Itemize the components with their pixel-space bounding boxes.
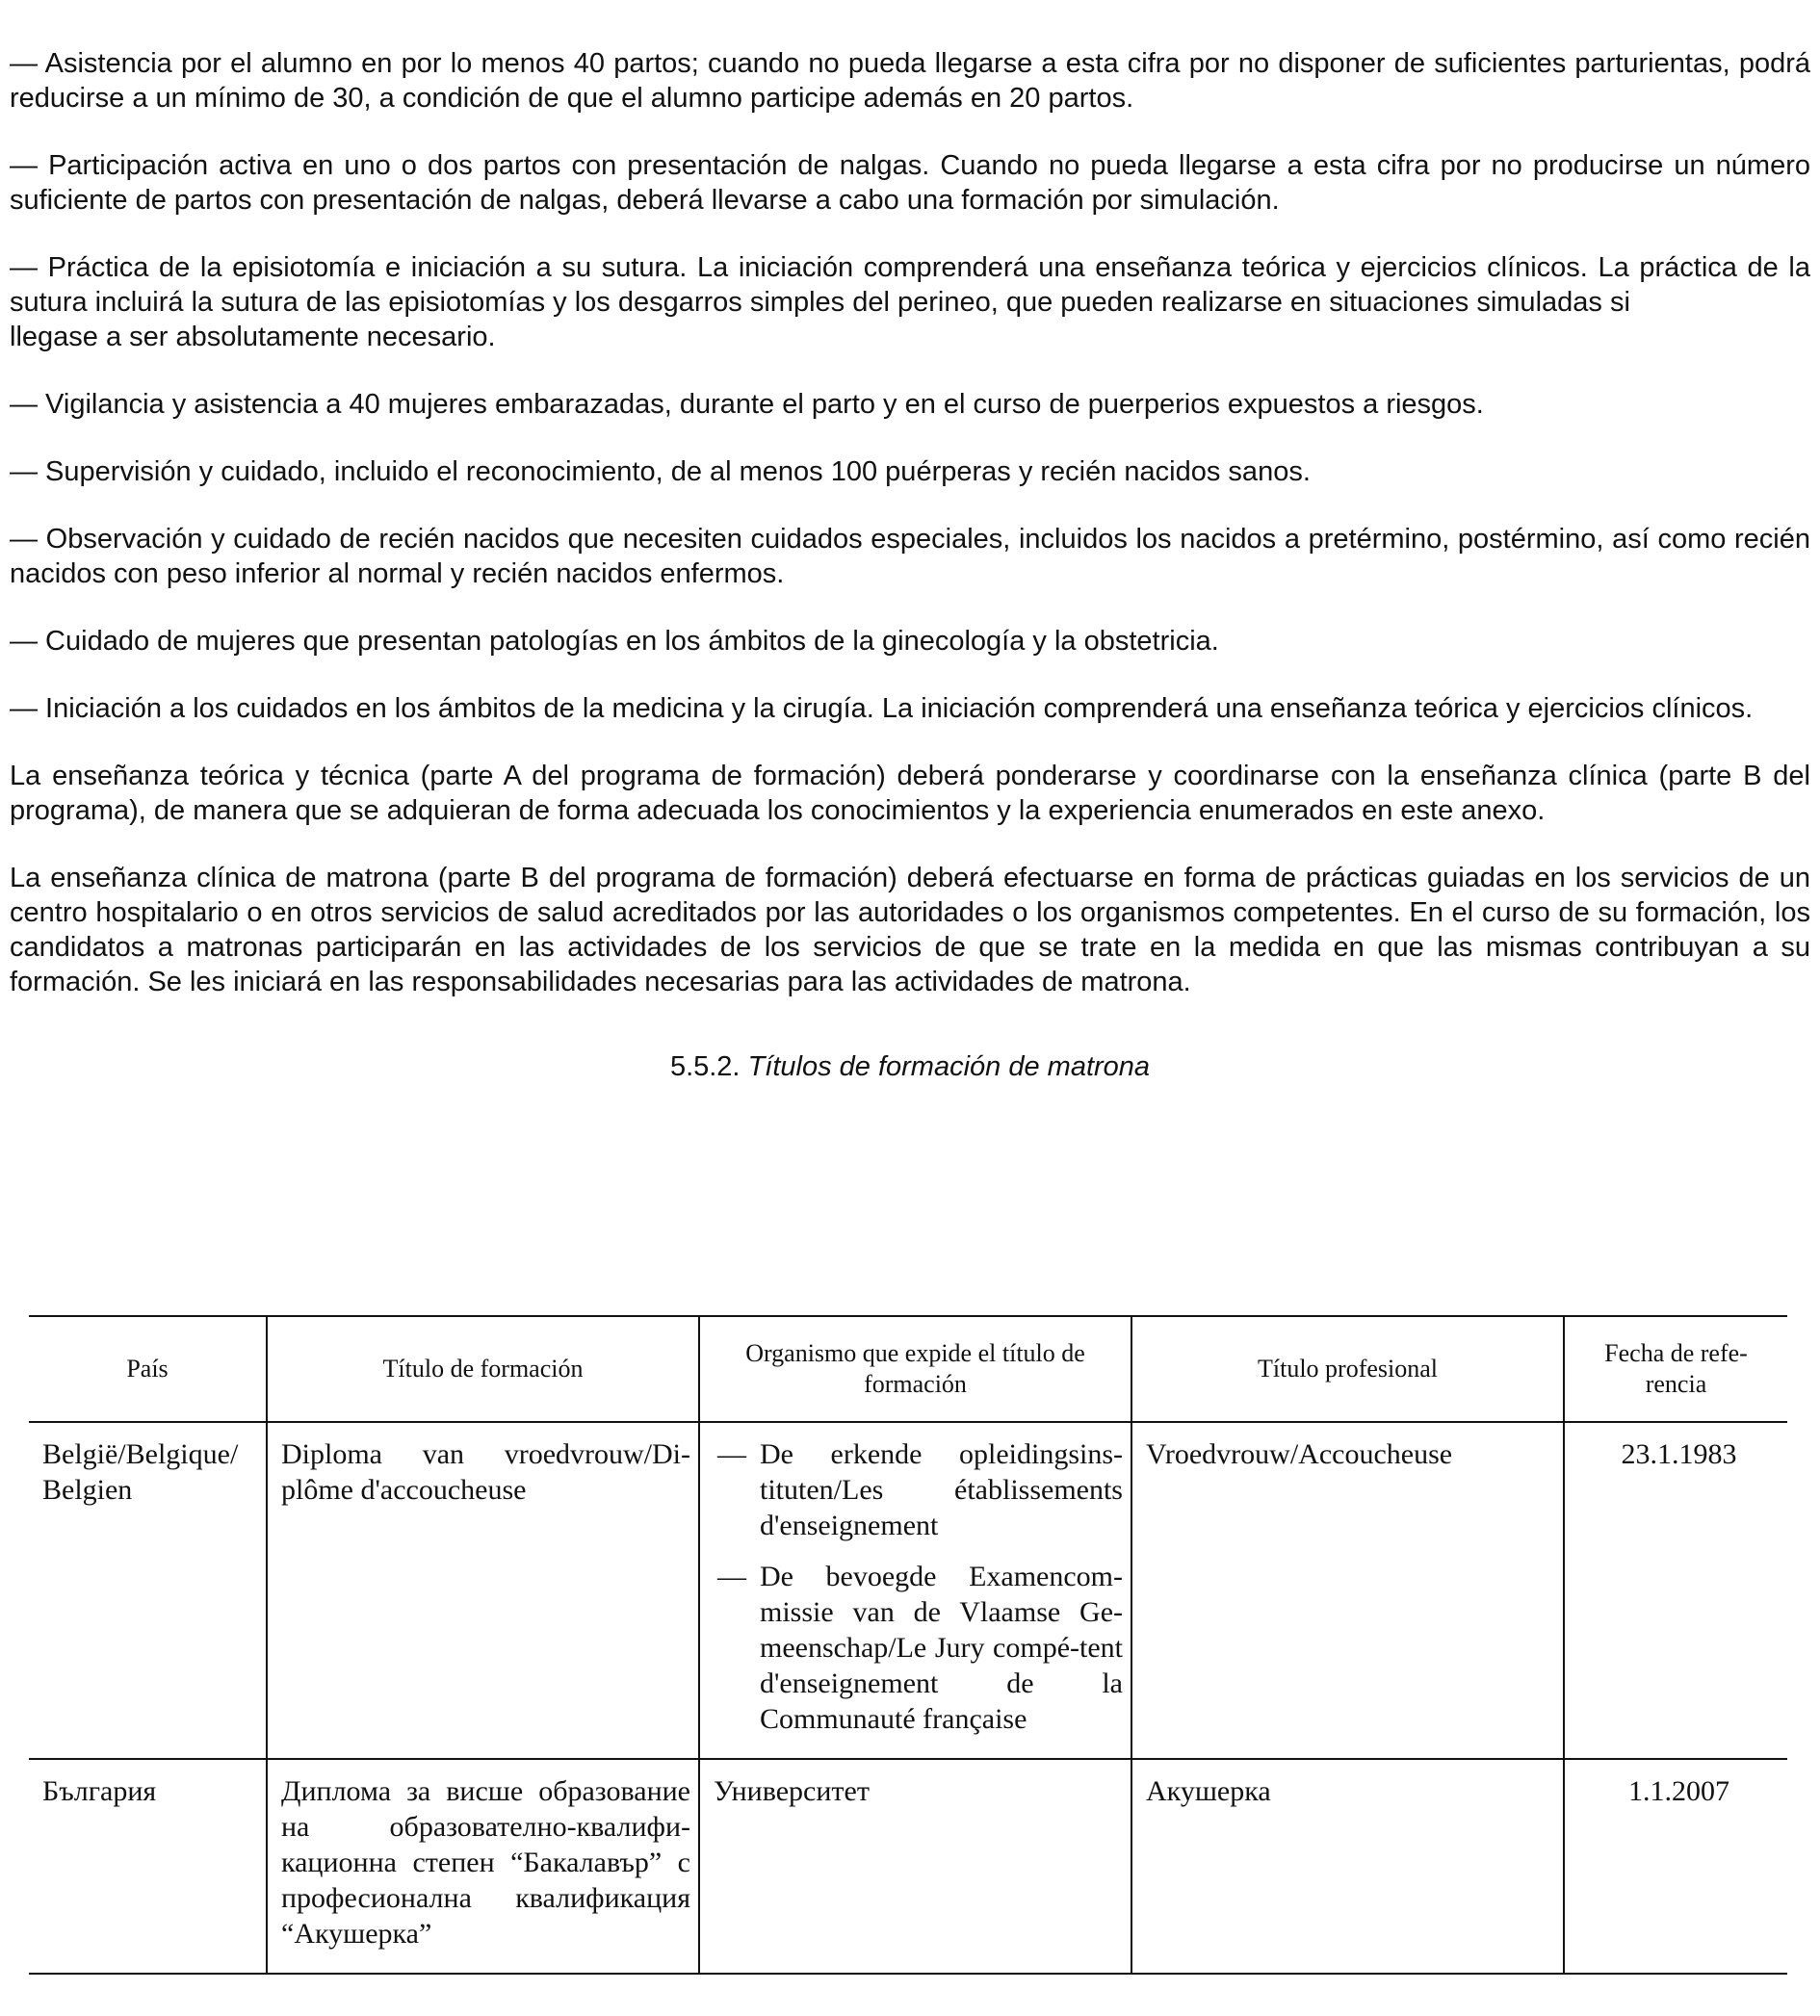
table-row [29,1759,1787,1974]
paragraph-medicine-surgery: — Iniciación a los cuidados en los ámbitos de la medicina y la cirugía. La iniciación comprenderá una enseñanza teórica y ejercicios clínicos. [10,693,1754,724]
section-number: 5.5.2. [669,1051,741,1082]
paragraph-theoretical-teaching: La enseñanza teórica y técnica (parte A del programa de formación) deberá ponderarse y coordinarse con la enseñanza clínica (parte B del programa), de manera que se adquieran de forma adecuada los conocimientos y la experiencia enumerados en este anexo. [10,761,1810,826]
header-reference-date: Fecha de refe-rencia [1564,1316,1787,1422]
list-item [714,1436,1123,1543]
section-heading [10,1049,1810,1084]
paragraph-deliveries: — Asistencia por el alumno en por lo menos 40 partos; cuando no pueda llegarse a esta cifra por no disponer de suficientes parturientas, podrá reducirse a un mínimo de 30, a condición de que el alumno participe además en 20 partos. [10,48,1810,114]
cell-country: België/Belgique/ Belgien [29,1422,267,1759]
cell-issuing-body [699,1422,1131,1759]
section-title: Títulos de formación de matrona [747,1051,1151,1082]
cell-professional-title: Акушерка [1131,1759,1564,1974]
paragraph-pregnant-women: — Vigilancia y asistencia a 40 mujeres embarazadas, durante el parto y en el curso de puerperios expuestos a riesgos. [10,389,1484,420]
header-country: País [29,1316,267,1422]
dash-marker: — [717,1561,746,1592]
paragraph-gynecology: — Cuidado de mujeres que presentan patologías en los ámbitos de la ginecología y la obstetricia. [10,626,1219,657]
cell-professional-title: Vroedvrouw/Accoucheuse [1131,1422,1564,1759]
header-issuing-body: Organismo que expide el título de formación [699,1316,1131,1422]
cell-diploma: Диплома за висше образование на образователно-квалифи-кационна степен “Бакалавър” с професионална квалификация “Акушерка” [267,1759,699,1974]
cell-diploma: Diploma van vroedvrouw/Di-plôme d'accoucheuse [267,1422,699,1759]
cell-issuing-body: Университет [699,1759,1131,1974]
titles-table [29,1315,1787,1975]
dash-marker: — [717,1438,746,1470]
cell-reference-date: 23.1.1983 [1564,1422,1787,1759]
header-diploma: Título de formación [267,1316,699,1422]
table-header-row [29,1316,1787,1422]
paragraph-clinical-teaching: La enseñanza clínica de matrona (parte B del programa de formación) deberá efectuarse en forma de prácticas guiadas en los servicios de un centro hospitalario o en otros servicios de salud acreditados por las autoridades o los organismos competentes. En el curso de su formación, los candidatos a matronas participarán en las actividades de los servicios de que se trate en la medida en que las mismas contribuyan a su formación. Se les iniciará en las responsabilidades necesarias para las actividades de matrona. [10,863,1810,997]
issuing-body-text: De bevoegde Examencom-missie van de Vlaamse Ge-meenschap/Le Jury compé-tent d'enseignement de la Communauté française [760,1561,1123,1735]
cell-reference-date: 1.1.2007 [1564,1759,1787,1974]
document-page [10,46,1810,1128]
cell-country: България [29,1759,267,1974]
header-professional-title: Título profesional [1131,1316,1564,1422]
list-item [714,1559,1123,1737]
paragraph-episiotomy: — Práctica de la episiotomía e iniciación a su sutura. La iniciación comprenderá una enseñanza teórica y ejercicios clínicos. La práctica de la sutura incluirá la sutura de las episiotomías y los desgarros simples del perineo, que pueden realizarse en situaciones simuladas si llegase a ser absolutamente necesario. [10,252,1810,352]
table-row [29,1422,1787,1759]
paragraph-postpartum-care: — Supervisión y cuidado, incluido el reconocimiento, de al menos 100 puérperas y recién nacidos sanos. [10,456,1311,487]
issuing-body-list [714,1436,1123,1737]
issuing-body-text: De erkende opleidingsins-tituten/Les établissements d'enseignement [760,1438,1123,1541]
paragraph-breech-deliveries: — Participación activa en uno o dos partos con presentación de nalgas. Cuando no pueda llegarse a esta cifra por no producirse un número suficiente de partos con presentación de nalgas, deberá llevarse a cabo una formación por simulación. [10,150,1810,216]
paragraph-newborn-care: — Observación y cuidado de recién nacidos que necesiten cuidados especiales, incluidos los nacidos a pretérmino, postérmino, así como recién nacidos con peso inferior al normal y recién nacidos enfermos. [10,524,1810,589]
